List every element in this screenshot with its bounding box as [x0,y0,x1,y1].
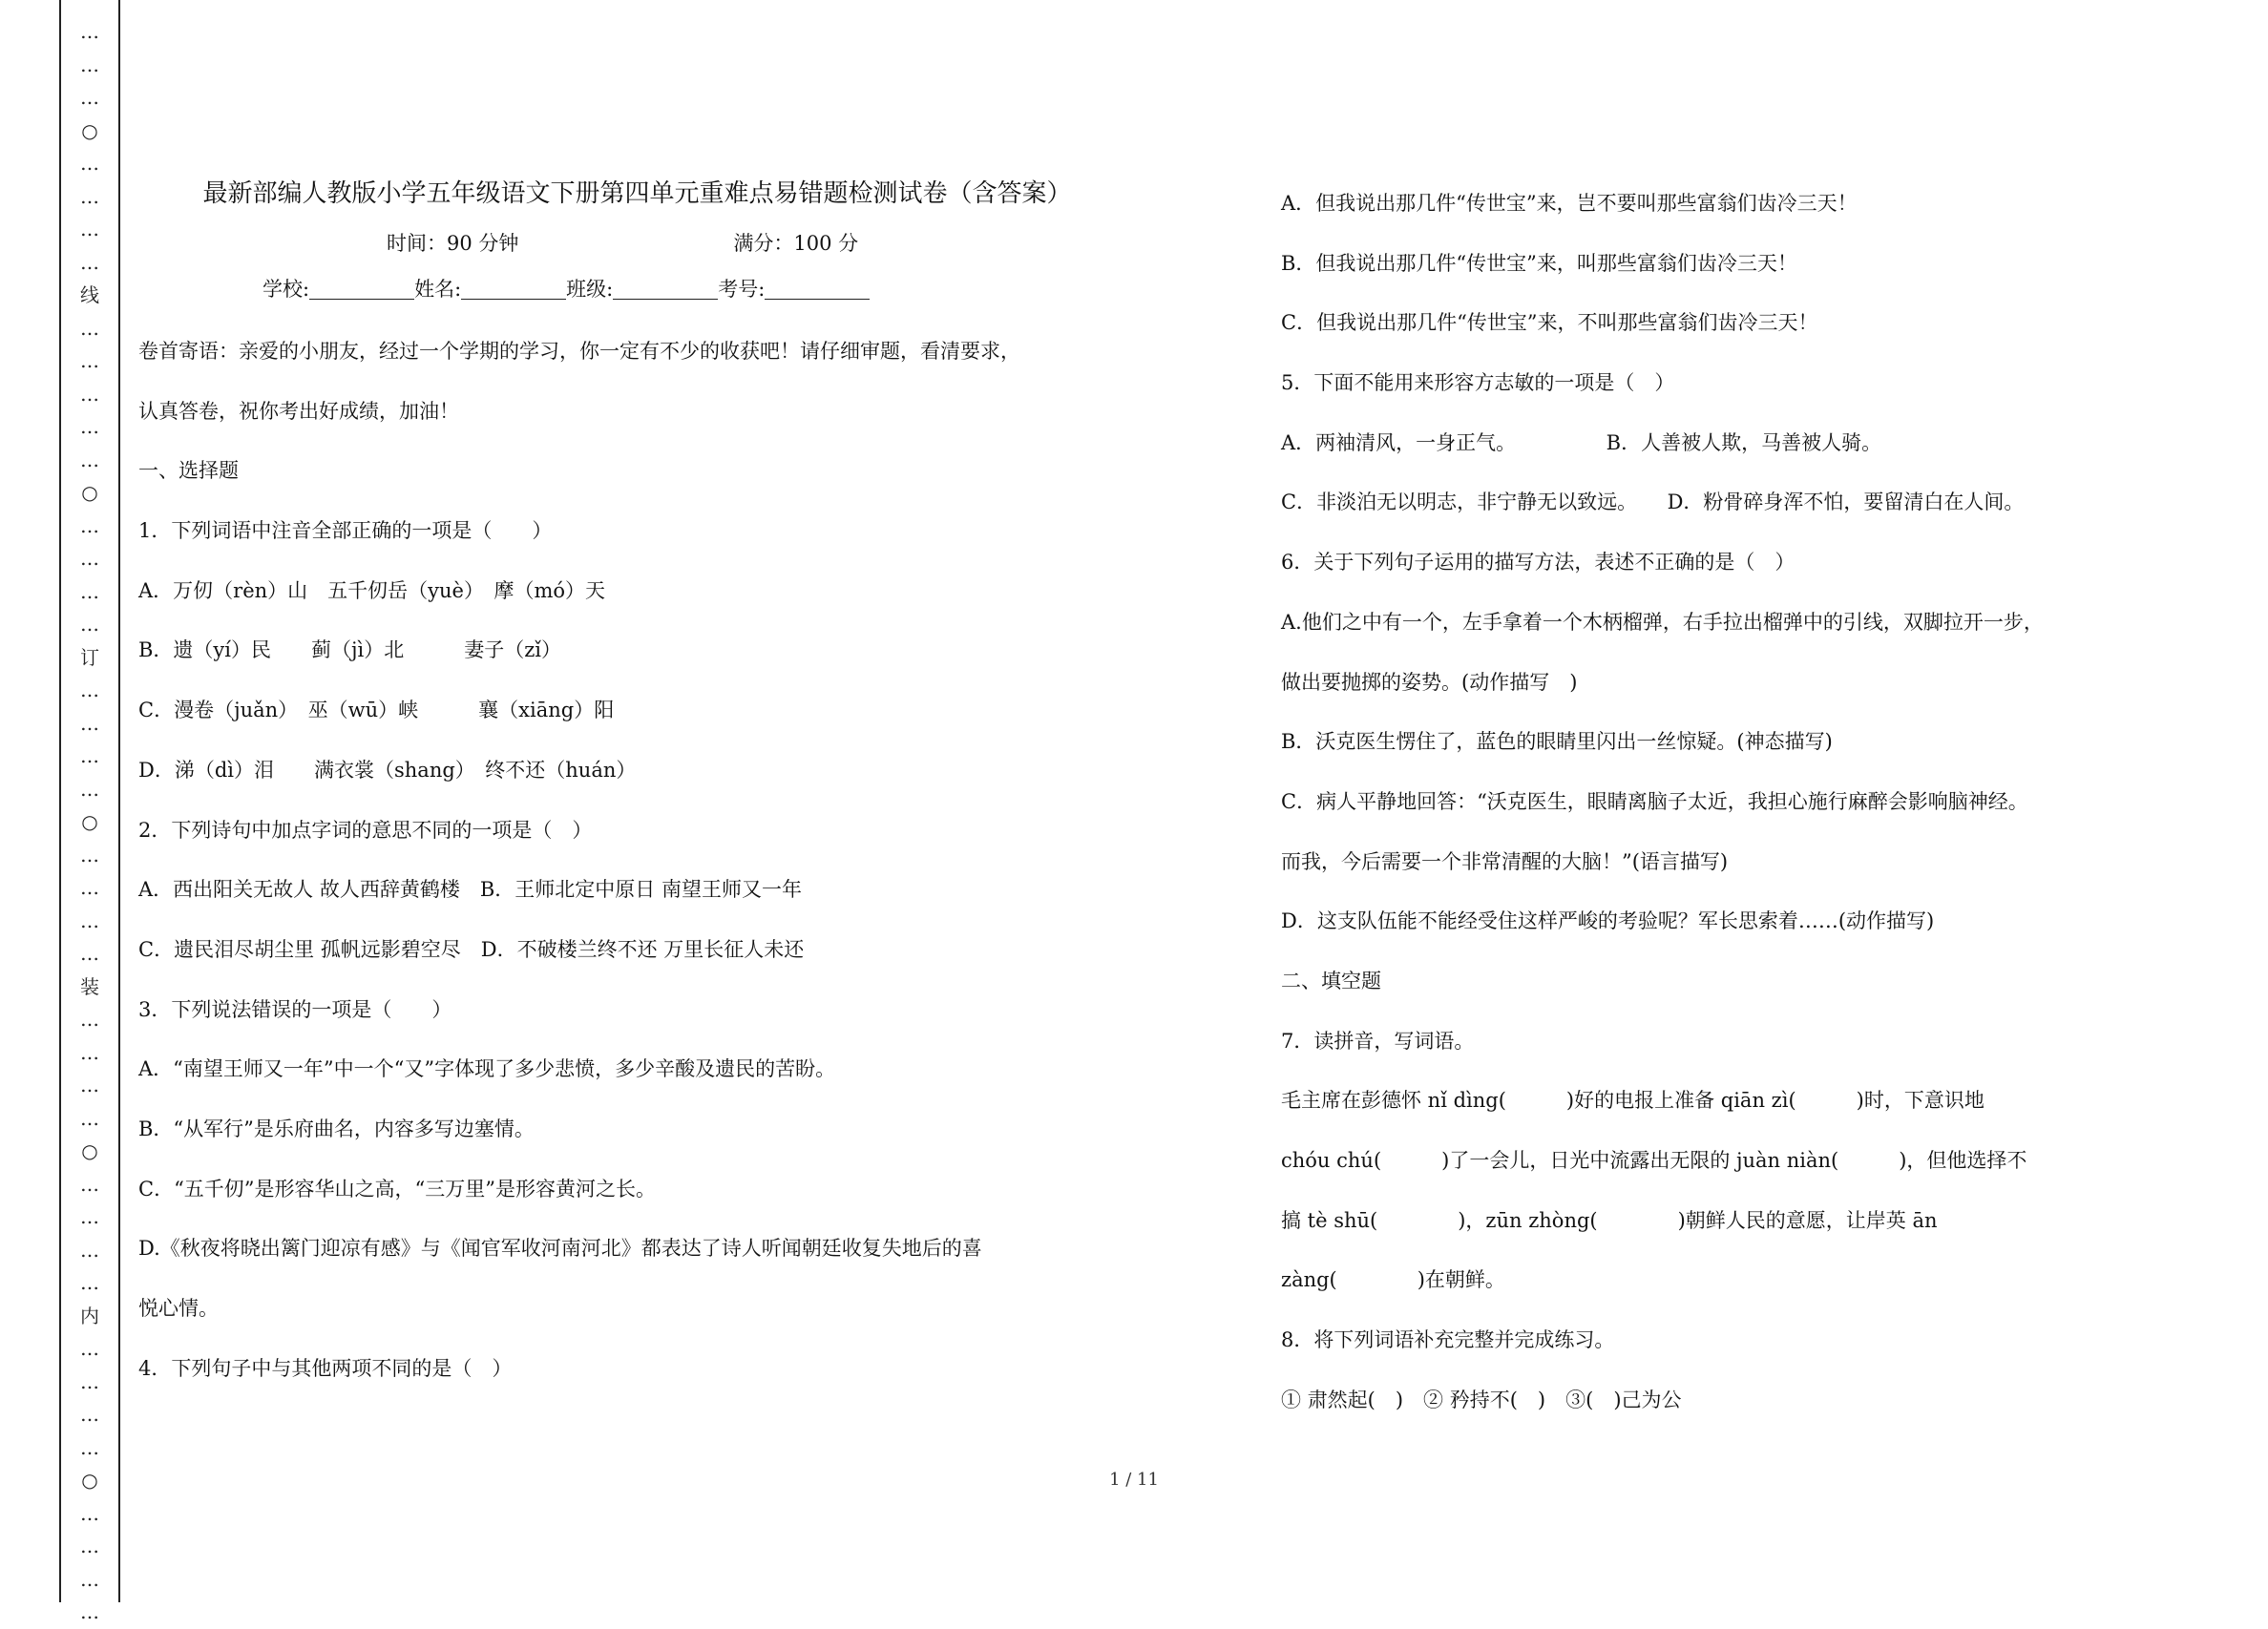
exam-meta [138,220,1136,266]
binding-mark: … [80,579,99,603]
time-label: 时间：90 分钟 [387,232,519,255]
binding-mark: … [80,876,99,899]
binding-mark: … [80,1172,99,1196]
score-label: 满分：100 分 [733,232,859,255]
binding-mark: … [80,152,99,175]
text-line: A.他们之中有一个，左手拿着一个木柄榴弹，右手拉出榴弹中的引线，双脚拉开一步， [1281,610,2044,634]
right-question-lines [1281,174,2236,1430]
text-line: 8．将下列词语补充完整并完成练习。 [1281,1328,1615,1352]
text-line: 一、选择题 [138,459,239,483]
binding-mark: … [80,382,99,406]
binding-mark: … [80,1040,99,1064]
binding-mark: … [80,1238,99,1262]
class-blank[interactable] [613,278,718,300]
exam-no-blank[interactable] [765,278,870,300]
binding-mark: … [80,1271,99,1294]
binding-mark: … [80,1435,99,1459]
text-line: A．“南望王师又一年”中一个“又”字体现了多少悲愤，多少辛酸及遗民的苦盼。 [138,1057,836,1081]
right-column [1281,174,2236,1430]
text-line: 毛主席在彭德怀 nǐ dìng( )好的电报上准备 qiān zì( )时，下意识地 [1281,1089,1984,1113]
name-blank[interactable] [461,278,566,300]
binding-mark: … [80,52,99,76]
text-line: B．但我说出那几件“传世宝”来，叫那些富翁们齿冷三天！ [1281,251,1797,275]
text-line: C．遗民泪尽胡尘里 孤帆远影碧空尽 D．不破楼兰终不还 万里长征人未还 [138,937,805,961]
exam-no-label: 考号: [718,278,766,301]
school-blank[interactable] [309,278,414,300]
binding-mark: … [80,86,99,109]
binding-mark: 订 [80,645,99,669]
text-line: B．沃克医生愣住了，蓝色的眼睛里闪出一丝惊疑。(神态描写) [1281,730,1833,754]
text-line: B．遗（yí）民 蓟（jì）北 妻子（zǐ） [138,638,562,662]
text-line: 二、填空题 [1281,969,1381,992]
text-line: 3．下列说法错误的一项是（ ） [138,997,452,1021]
binding-mark: … [80,547,99,570]
binding-mark: ○ [81,1469,98,1492]
text-line: 认真答卷，祝你考出好成绩，加油！ [138,399,459,423]
text-line: 7．读拼音，写词语。 [1281,1029,1475,1053]
text-line: 做出要抛掷的姿势。(动作描写 ) [1281,670,1578,694]
binding-mark: … [80,1600,99,1623]
text-line: 而我，今后需要一个非常清醒的大脑！”(语言描写) [1281,849,1729,873]
binding-mark: … [80,1205,99,1228]
binding-mark: … [80,513,99,537]
text-line: C．“五千仞”是形容华山之高，“三万里”是形容黄河之长。 [138,1177,657,1201]
text-line: 1．下列词语中注音全部正确的一项是（ ） [138,519,553,543]
binding-mark: … [80,1106,99,1130]
text-line: C．病人平静地回答：“沃克医生，眼睛离脑子太近，我担心施行麻醉会影响脑神经。 [1281,789,2028,813]
text-line: D.《秋夜将晓出篱门迎凉有感》与《闻官军收河南河北》都表达了诗人听闻朝廷收复失地后的喜 [138,1237,982,1261]
binding-mark: … [80,711,99,735]
binding-mark: … [80,415,99,438]
text-line: C．漫卷（juǎn） 巫（wū）峡 襄（xiāng）阳 [138,699,615,722]
text-line: 卷首寄语：亲爱的小朋友，经过一个学期的学习，你一定有不少的收获吧！请仔细审题，看清要求， [138,340,1020,363]
text-line: 4．下列句子中与其他两项不同的是（ ） [138,1356,513,1380]
binding-mark: ○ [81,810,98,833]
binding-mark: … [80,613,99,636]
exam-title: 最新部编人教版小学五年级语文下册第四单元重难点易错题检测试卷（含答案） [202,179,1072,208]
binding-mark: … [80,942,99,965]
text-line: A．万仞（rèn）山 五千仞岳（yuè） 摩（mó）天 [138,578,606,602]
binding-mark: … [80,679,99,701]
binding-mark: 内 [80,1304,99,1327]
text-line: C．非淡泊无以明志，非宁静无以致远。 D．粉骨碎身浑不怕，要留清白在人间。 [1281,491,2025,514]
binding-mark: … [80,1403,99,1426]
text-line: ① 肃然起( ) ② 矜持不( ) ③( )己为公 [1281,1388,1682,1411]
binding-mark: … [80,1074,99,1096]
binding-mark: … [80,777,99,801]
class-label: 班级: [566,278,614,301]
text-line: 悦心情。 [138,1297,219,1320]
binding-mark: … [80,1535,99,1557]
binding-mark: … [80,1337,99,1360]
text-line: C．但我说出那几件“传世宝”来，不叫那些富翁们齿冷三天！ [1281,311,1818,335]
binding-mark: … [80,20,99,43]
binding-mark: … [80,1369,99,1393]
student-info-row [138,266,1136,312]
text-line: 6．关于下列句子运用的描写方法，表述不正确的是（ ） [1281,551,1796,574]
binding-mark: 线 [80,283,99,306]
binding-mark: ○ [81,118,98,142]
text-line: D．这支队伍能不能经受住这样严峻的考验呢？军长思索着……(动作描写) [1281,909,1935,933]
text-line: D．涕（dì）泪 满衣裳（shang） 终不还（huán） [138,758,637,782]
binding-mark: … [80,250,99,274]
left-question-lines [138,322,1136,1398]
binding-mark: … [80,349,99,372]
text-line: A．西出阳关无故人 故人西辞黄鹤楼 B．王师北定中原日 南望王师又一年 [138,878,802,902]
binding-mark: … [80,744,99,767]
binding-mark: … [80,1501,99,1525]
text-line: 2．下列诗句中加点字词的意思不同的一项是（ ） [138,818,593,842]
school-label: 学校: [262,278,310,301]
text-line: 5．下面不能用来形容方志敏的一项是（ ） [1281,371,1675,395]
binding-margin [59,0,120,1623]
left-column [138,167,1136,1398]
binding-mark: … [80,1008,99,1031]
binding-mark: 装 [80,974,99,998]
page-number: 1 / 11 [1109,1470,1159,1490]
text-line: 搞 tè shū( )，zūn zhòng( )朝鲜人民的意愿，让岸英 ān [1281,1208,1938,1232]
binding-mark: … [80,184,99,208]
text-line: B．“从军行”是乐府曲名，内容多写边塞情。 [138,1117,535,1140]
binding-mark: ○ [81,1139,98,1162]
binding-mark: … [80,448,99,471]
binding-mark: … [80,218,99,240]
binding-mark: … [80,316,99,340]
text-line: A．两袖清风，一身正气。 B．人善被人欺，马善被人骑。 [1281,430,1882,454]
binding-mark: … [80,908,99,932]
binding-mark: ○ [81,481,98,504]
binding-mark: … [80,843,99,867]
binding-line-marks [61,15,118,1623]
name-label: 姓名: [414,278,462,301]
binding-mark: … [80,1567,99,1591]
text-line: zàng( )在朝鲜。 [1281,1268,1505,1292]
text-line: chóu chú( )了一会儿，日光中流露出无限的 juàn niàn( )，但他选择不 [1281,1149,2027,1172]
text-line: A．但我说出那几件“传世宝”来，岂不要叫那些富翁们齿冷三天！ [1281,192,1858,215]
